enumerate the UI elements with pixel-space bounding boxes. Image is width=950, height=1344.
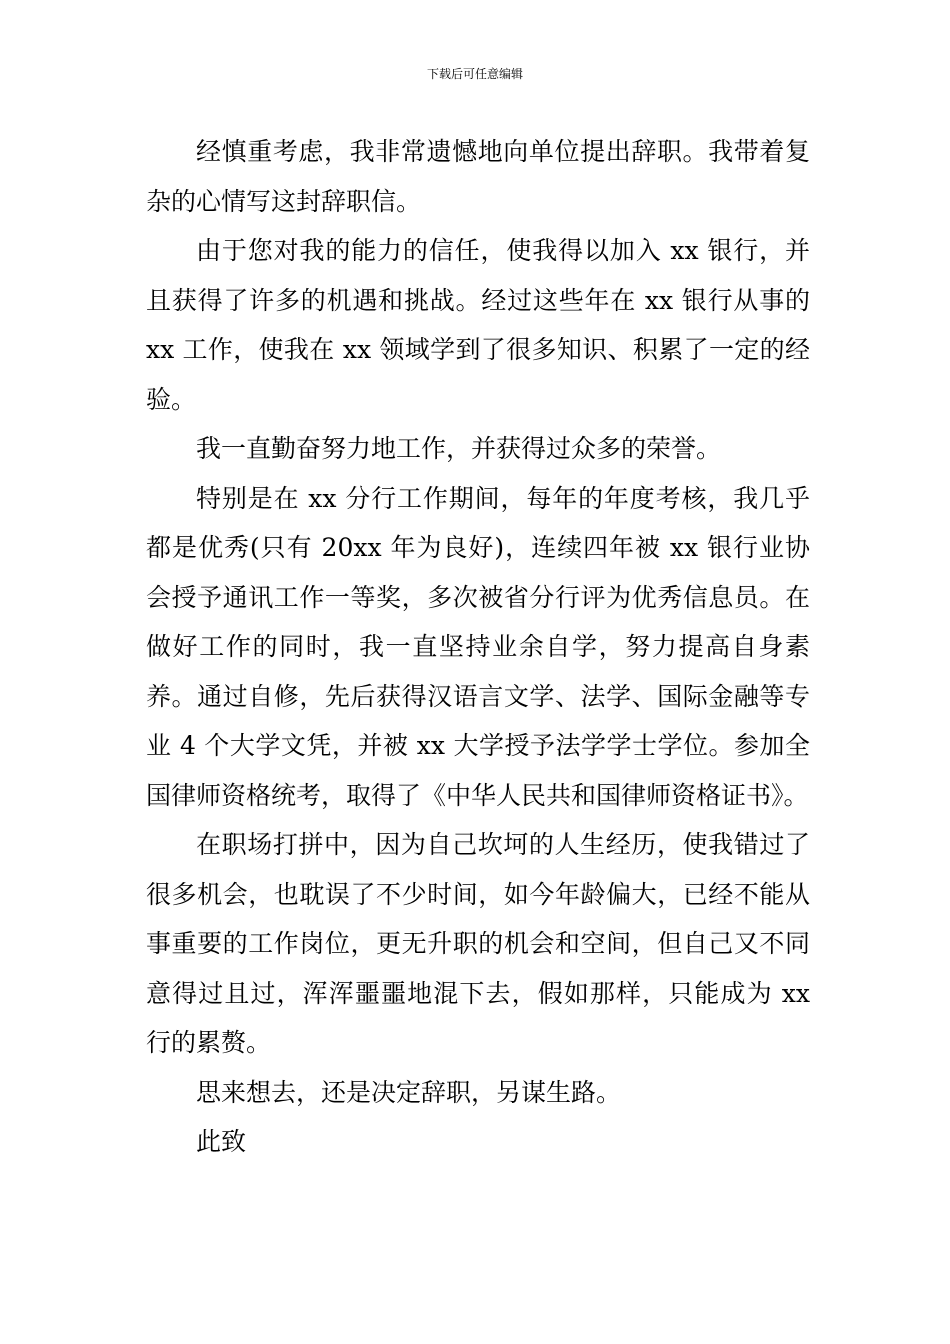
letter-body	[146, 127, 810, 1167]
paragraph-6: 思来想去，还是决定辞职，另谋生路。	[196, 1077, 622, 1107]
paragraph-4: 特别是在 xx 分行工作期间，每年的年度考核，我几乎都是优秀(只有 20xx 年为良好)，连续四年被 xx 银行业协会授予通讯工作一等奖，多次被省分行评为优秀信息员。在做好工作的同时，我一直坚持业余自学，努力提高自身素养。通过自修，先后获得汉语言文学、法学、国际金融等专业 4 个大学文凭，并被 xx 大学授予法学学士学位。参加全国律师资格统考，取得了《中华人民共和国律师资格证书》。	[146, 483, 810, 810]
closing-salutation: 此致	[196, 1127, 247, 1156]
paragraph-5: 在职场打拼中，因为自己坎坷的人生经历，使我错过了很多机会，也耽误了不少时间，如今年龄偏大，已经不能从事重要的工作岗位，更无升职的机会和空间，但自己又不同意得过且过，浑浑噩噩地混下去，假如那样，只能成为 xx 行的累赘。	[146, 830, 810, 1057]
paragraph-3: 我一直勤奋努力地工作，并获得过众多的荣誉。	[196, 434, 722, 463]
paragraph-1: 经慎重考虑，我非常遗憾地向单位提出辞职。我带着复杂的心情写这封辞职信。	[146, 137, 810, 216]
paragraph-2: 由于您对我的能力的信任，使我得以加入 xx 银行，并且获得了许多的机遇和挑战。经过这些年在 xx 银行从事的 xx 工作，使我在 xx 领域学到了很多知识、积累了一定的经验。	[146, 236, 810, 414]
page-header: 下载后可任意编辑	[426, 67, 523, 81]
